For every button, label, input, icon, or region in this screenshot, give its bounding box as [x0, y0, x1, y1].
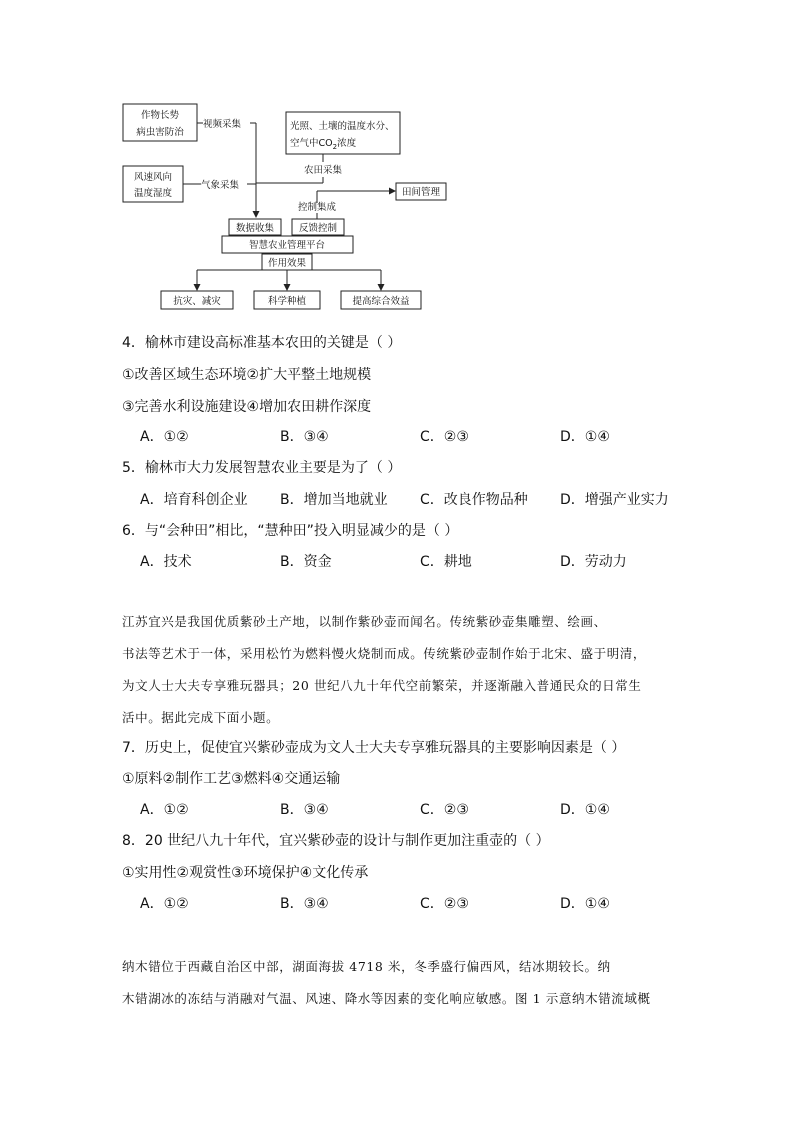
q5-stem: 5．榆林市大力发展智慧农业主要是为了（ ）	[122, 460, 402, 476]
label-out-3: 提高综合效益	[352, 296, 410, 307]
q7-stem: 7．历史上，促使宜兴紫砂壶成为文人士大夫专享雅玩器具的主要影响因素是（ ）	[122, 740, 626, 756]
passage-line: 为文人士大夫专享雅玩器具；20 世纪八九十年代空前繁荣，并逐渐融入普通民众的日常生	[122, 678, 642, 693]
passage-line: 江苏宜兴是我国优质紫砂土产地，以制作紫砂壶而闻名。传统紫砂壶集雕塑、绘画、	[122, 614, 607, 629]
q7-option-b[interactable]: B．③④	[280, 802, 329, 818]
label-platform: 智慧农业管理平台	[248, 240, 326, 251]
q4-statements-2: ③完善水利设施建设④增加农田耕作深度	[122, 399, 372, 415]
label-feedback: 反馈控制	[298, 223, 338, 234]
q7-option-d[interactable]: D．①④	[560, 802, 610, 818]
label-video: 视频采集	[203, 119, 242, 130]
q6-option-d[interactable]: D．劳动力	[560, 554, 627, 570]
passage-line: 木错湖冰的冻结与消融对气温、风速、降水等因素的变化响应敏感。图 1 示意纳木错流域概	[122, 991, 651, 1006]
label-wind: 风速风向	[133, 172, 173, 183]
q8-statements: ①实用性②观赏性③环境保护④文化传承	[122, 865, 369, 881]
q4-option-c[interactable]: C．②③	[420, 429, 469, 445]
label-data-collect: 数据收集	[235, 223, 275, 234]
q5-option-a[interactable]: A．培育科创企业	[140, 492, 248, 508]
passage-line: 书法等艺术于一体，采用松竹为燃料慢火烧制而成。传统紫砂壶制作始于北宋、盛于明清，	[122, 646, 647, 661]
q6-option-a[interactable]: A．技术	[140, 554, 192, 570]
q4-option-d[interactable]: D．①④	[560, 429, 610, 445]
q8-option-a[interactable]: A．①②	[140, 896, 189, 912]
q7-statements: ①原料②制作工艺③燃料④交通运输	[122, 771, 341, 787]
q8-option-b[interactable]: B．③④	[280, 896, 329, 912]
q5-option-c[interactable]: C．改良作物品种	[420, 492, 528, 508]
label-weather: 气象采集	[201, 180, 240, 191]
label-control: 控制集成	[297, 202, 337, 213]
q6-stem: 6．与“会种田”相比，“慧种田”投入明显减少的是（ ）	[122, 523, 459, 539]
q4-stem: 4．榆林市建设高标准基本农田的关键是（ ）	[122, 335, 402, 351]
q8-stem: 8．20 世纪八九十年代，宜兴紫砂壶的设计与制作更加注重壶的（ ）	[122, 833, 550, 849]
label-field-collect: 农田采集	[303, 165, 343, 176]
label-light-2: 空气中$CO_2$浓度	[290, 138, 357, 151]
q6-option-c[interactable]: C．耕地	[420, 554, 472, 570]
q7-option-a[interactable]: A．①②	[140, 802, 189, 818]
q5-option-b[interactable]: B．增加当地就业	[280, 492, 388, 508]
label-pest: 病虫害防治	[136, 127, 184, 138]
q5-options	[140, 489, 700, 509]
label-effect: 作用效果	[267, 258, 307, 269]
label-out-2: 科学种植	[267, 296, 307, 307]
q5-option-d[interactable]: D．增强产业实力	[560, 492, 669, 508]
q7-option-c[interactable]: C．②③	[420, 802, 469, 818]
passage-line: 活中。据此完成下面小题。	[122, 710, 280, 725]
q4-options	[140, 426, 700, 446]
q6-option-b[interactable]: B．资金	[280, 554, 332, 570]
q8-option-d[interactable]: D．①④	[560, 896, 610, 912]
label-field-mgmt: 田间管理	[401, 187, 441, 198]
label-out-1: 抗灾、减灾	[173, 296, 221, 307]
q8-options	[140, 893, 700, 913]
label-crop: 作物长势	[140, 110, 180, 121]
label-light-1: 光照、土壤的温度水分、	[290, 121, 395, 132]
q4-option-b[interactable]: B．③④	[280, 429, 329, 445]
label-temp: 温度湿度	[133, 188, 173, 199]
q8-option-c[interactable]: C．②③	[420, 896, 469, 912]
smart-agriculture-diagram	[0, 0, 794, 330]
q6-options	[140, 551, 700, 571]
q4-option-a[interactable]: A．①②	[140, 429, 189, 445]
passage-line: 纳木错位于西藏自治区中部，湖面海拔 4718 米，冬季盛行偏西风，结冰期较长。纳	[122, 959, 611, 974]
q4-statements-1: ①改善区域生态环境②扩大平整土地规模	[122, 367, 372, 383]
q7-options	[140, 799, 700, 819]
